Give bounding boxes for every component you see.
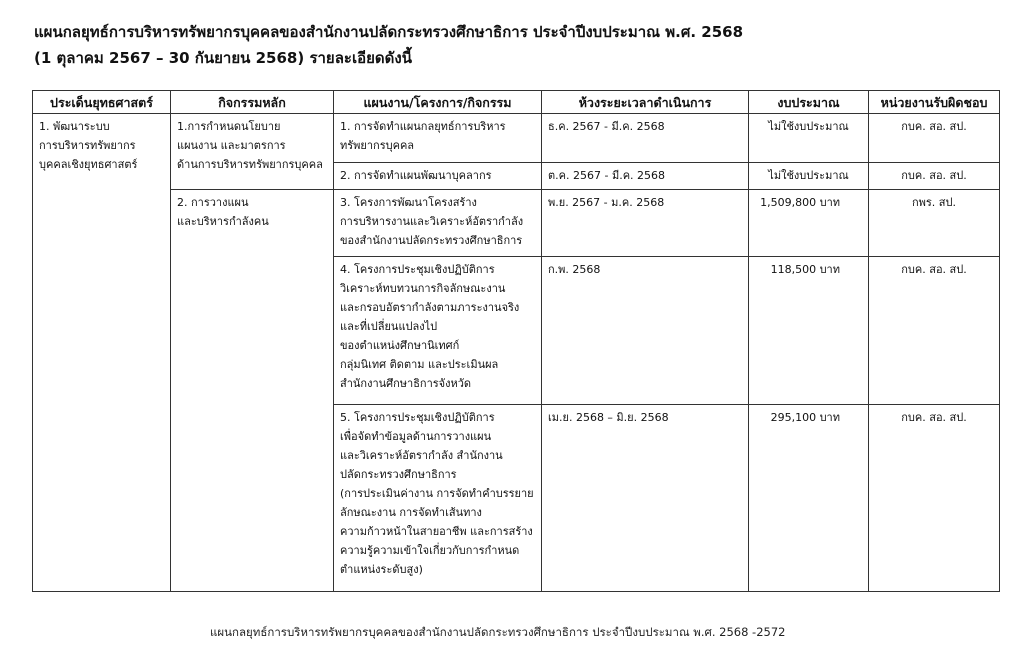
page-footer: แผนกลยุทธ์การบริหารทรัพยากรบุคคลของสำนักงานปลัดกระทรวงศึกษาธิการ ประจำปีงบประมาณ พ.ศ. 2568 -2572 [210, 625, 786, 639]
header-main-activity: กิจกรรมหลัก [171, 91, 334, 114]
project-cell: 4. โครงการประชุมเชิงปฏิบัติการ วิเคราะห์ทบทวนการกิจลักษณะงาน และกรอบอัตรากำลังตามภาระงานจริง และที่เปลี่ยนแปลงไป ของตำแหน่งศึกษานิเทศก์ กลุ่มนิเทศ ติดตาม และประเมินผล สำนักงานศึกษาธิการจังหวัด [334, 257, 542, 405]
header-project: แผนงาน/โครงการ/กิจกรรม [334, 91, 542, 114]
budget-cell: 118,500 บาท [749, 257, 869, 405]
main-activity-cell: 2. การวางแผน และบริหารกำลังคน [171, 190, 334, 592]
period-cell: เม.ย. 2568 – มิ.ย. 2568 [542, 405, 749, 592]
budget-cell: ไม่ใช้งบประมาณ [749, 163, 869, 190]
strategy-plan-table [32, 90, 1000, 592]
table-row [33, 114, 1000, 163]
period-cell: ธ.ค. 2567 - มี.ค. 2568 [542, 114, 749, 163]
unit-cell: กบค. สอ. สป. [869, 163, 1000, 190]
document-subtitle: (1 ตุลาคม 2567 – 30 กันยายน 2568) รายละเอียดดังนี้ [34, 49, 412, 67]
project-cell: 3. โครงการพัฒนาโครงสร้าง การบริหารงานและวิเคราะห์อัตรากำลัง ของสำนักงานปลัดกระทรวงศึกษาธิการ [334, 190, 542, 257]
unit-cell: กบค. สอ. สป. [869, 257, 1000, 405]
table-header-row [33, 91, 1000, 114]
project-cell: 1. การจัดทำแผนกลยุทธ์การบริหาร ทรัพยากรบุคคล [334, 114, 542, 163]
unit-cell: กพร. สป. [869, 190, 1000, 257]
budget-cell: ไม่ใช้งบประมาณ [749, 114, 869, 163]
document-title: แผนกลยุทธ์การบริหารทรัพยากรบุคคลของสำนักงานปลัดกระทรวงศึกษาธิการ ประจำปีงบประมาณ พ.ศ. 2568 [34, 23, 744, 41]
budget-cell: 1,509,800 บาท [749, 190, 869, 257]
main-activity-cell: 1.การกำหนดนโยบาย แผนงาน และมาตรการ ด้านการบริหารทรัพยากรบุคคล [171, 114, 334, 190]
project-cell: 2. การจัดทำแผนพัฒนาบุคลากร [334, 163, 542, 190]
strategy-cell: 1. พัฒนาระบบ การบริหารทรัพยากร บุคคลเชิงยุทธศาสตร์ [33, 114, 171, 592]
table-row [33, 190, 1000, 257]
header-responsible-unit: หน่วยงานรับผิดชอบ [869, 91, 1000, 114]
unit-cell: กบค. สอ. สป. [869, 405, 1000, 592]
period-cell: ต.ค. 2567 - มี.ค. 2568 [542, 163, 749, 190]
budget-cell: 295,100 บาท [749, 405, 869, 592]
period-cell: พ.ย. 2567 - ม.ค. 2568 [542, 190, 749, 257]
period-cell: ก.พ. 2568 [542, 257, 749, 405]
project-cell: 5. โครงการประชุมเชิงปฏิบัติการ เพื่อจัดทำข้อมูลด้านการวางแผน และวิเคราะห์อัตรากำลัง สำนักงาน ปลัดกระทรวงศึกษาธิการ (การประเมินค่างาน การจัดทำคำบรรยาย ลักษณะงาน การจัดทำเส้นทาง ความก้าวหน้าในสายอาชีพ และการสร้าง ความรู้ความเข้าใจเกี่ยวกับการกำหนด ตำแหน่งระดับสูง) [334, 405, 542, 592]
header-strategy: ประเด็นยุทธศาสตร์ [33, 91, 171, 114]
unit-cell: กบค. สอ. สป. [869, 114, 1000, 163]
header-period: ห้วงระยะเวลาดำเนินการ [542, 91, 749, 114]
header-budget: งบประมาณ [749, 91, 869, 114]
